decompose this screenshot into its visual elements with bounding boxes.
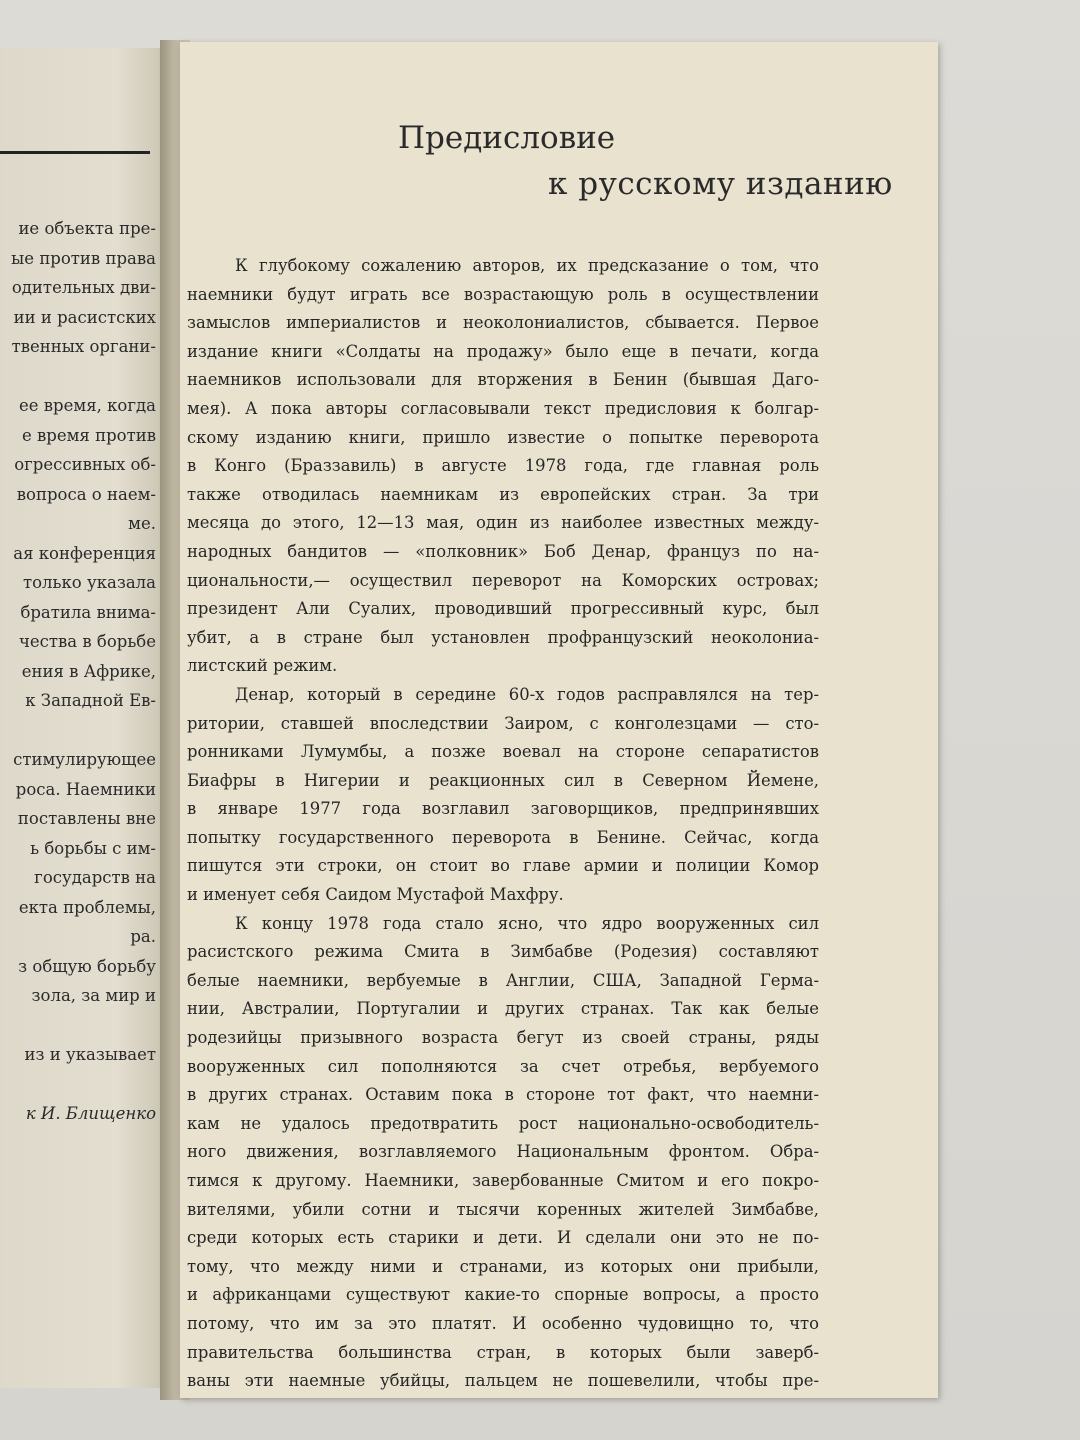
left-line: вопроса о наем- bbox=[16, 484, 156, 504]
left-spacer bbox=[0, 1070, 156, 1100]
body-line: вооруженных сил пополняются за счет отребья, вербуемого bbox=[187, 1056, 819, 1076]
left-line: ь борьбы с им- bbox=[30, 838, 156, 858]
body-line: ного движения, возглавляемого Национальным фронтом. Обра- bbox=[187, 1142, 819, 1162]
left-line: одительных дви- bbox=[11, 278, 156, 297]
body-line: родезийцы призывного возраста бегут из своей страны, ряды bbox=[187, 1028, 819, 1048]
body-text bbox=[187, 252, 819, 1396]
body-line: циональности,— осуществил переворот на Коморских островах; bbox=[187, 570, 819, 590]
body-line: мея). А пока авторы согласовывали текст предисловия к болгар- bbox=[187, 398, 819, 418]
body-line: замыслов империалистов и неоколониалистов, сбывается. Первое bbox=[187, 313, 819, 333]
left-line: екта проблемы, bbox=[18, 897, 156, 917]
left-line: ее время, когда bbox=[18, 396, 156, 415]
body-line: также отводилась наемникам из европейских стран. За три bbox=[187, 484, 819, 504]
left-line: из и указывает bbox=[24, 1045, 156, 1064]
body-line: наемники будут играть все возрастающую роль в осуществлении bbox=[187, 284, 819, 304]
left-line: твенных органи- bbox=[11, 337, 156, 356]
body-line: белые наемники, вербуемые в Англии, США, Западной Герма- bbox=[187, 970, 819, 990]
left-page bbox=[0, 48, 172, 1388]
body-line: К глубокому сожалению авторов, их предсказание о том, что bbox=[235, 256, 819, 275]
left-line: ая конференция bbox=[13, 543, 156, 563]
body-line: вителями, убили сотни и тысячи коренных жителей Зимбабве, bbox=[187, 1199, 819, 1219]
left-spacer bbox=[0, 1011, 156, 1041]
left-line: роса. Наемники bbox=[15, 779, 156, 799]
body-line: ритории, ставшей впоследствии Заиром, с конголезцами — сто- bbox=[187, 713, 819, 733]
body-line: листский режим. bbox=[187, 656, 338, 676]
left-line: ме. bbox=[128, 514, 156, 533]
body-line: ваны эти наемные убийцы, пальцем не пошевелили, чтобы пре- bbox=[187, 1371, 819, 1391]
body-line: Биафры в Нигерии и реакционных сил в Северном Йемене, bbox=[187, 770, 819, 790]
left-line: к Западной Ев- bbox=[25, 691, 156, 710]
body-line: К концу 1978 года стало ясно, что ядро вооруженных сил bbox=[235, 913, 819, 933]
heading-line-1: Предисловие bbox=[398, 120, 616, 156]
left-line: ения в Африке, bbox=[21, 661, 156, 681]
left-spacer bbox=[0, 716, 156, 746]
chapter-heading bbox=[398, 118, 938, 204]
left-line: е время против bbox=[21, 425, 156, 445]
body-line: президент Али Суалих, проводивший прогрессивный курс, был bbox=[187, 599, 819, 619]
left-line: ии и расистских bbox=[13, 307, 156, 327]
body-line: в январе 1977 года возглавил заговорщиков, предпринявших bbox=[187, 799, 819, 819]
left-line: поставлены вне bbox=[17, 809, 156, 828]
body-line: расистского режима Смита в Зимбабве (Родезия) составляют bbox=[187, 942, 819, 962]
body-line: пишутся эти строки, он стоит во главе армии и полиции Комор bbox=[187, 856, 819, 876]
left-signature: к И. Блищенко bbox=[25, 1104, 156, 1123]
body-line: издание книги «Солдаты на продажу» было еще в печати, когда bbox=[187, 341, 819, 361]
body-line: потому, что им за это платят. И особенно чудовищно то, что bbox=[187, 1313, 819, 1333]
left-line: только указала bbox=[22, 573, 156, 592]
body-line: и африканцами существуют какие-то спорные вопросы, а просто bbox=[187, 1285, 819, 1305]
body-line: тимся к другому. Наемники, завербованные Смитом и его покро- bbox=[187, 1171, 819, 1190]
body-line: кам не удалось предотвратить рост национально-освободитель- bbox=[187, 1113, 819, 1133]
left-line: стимулирующее bbox=[13, 750, 156, 769]
body-line: ронниками Лумумбы, а позже воевал на стороне сепаратистов bbox=[187, 742, 819, 762]
body-line: попытку государственного переворота в Бенине. Сейчас, когда bbox=[187, 827, 819, 847]
body-line: народных бандитов — «полковник» Боб Денар, француз по на- bbox=[187, 541, 819, 561]
body-line: среди которых есть старики и дети. И сделали они это не по- bbox=[187, 1228, 819, 1248]
heading-line-2: к русскому изданию bbox=[548, 166, 893, 202]
left-line: ие объекта пре- bbox=[18, 219, 156, 238]
body-line: месяца до этого, 12—13 мая, один из наиболее известных между- bbox=[187, 513, 819, 533]
body-line: в других странах. Оставим пока в стороне тот факт, что наемни- bbox=[187, 1085, 819, 1105]
right-page bbox=[180, 42, 938, 1398]
left-page-text bbox=[0, 214, 156, 1129]
body-line: наемников использовали для вторжения в Бенин (бывшая Даго- bbox=[187, 370, 819, 390]
body-line: нии, Австралии, Португалии и других странах. Так как белые bbox=[187, 999, 819, 1019]
left-line: чества в борьбе bbox=[18, 632, 156, 651]
left-line: зола, за мир и bbox=[31, 986, 156, 1005]
body-line: и именует себя Саидом Мустафой Махфру. bbox=[187, 885, 564, 905]
body-line: скому изданию книги, пришло известие о попытке переворота bbox=[187, 427, 819, 447]
body-line: тому, что между ними и странами, из которых они прибыли, bbox=[187, 1256, 819, 1276]
left-line: государств на bbox=[34, 868, 156, 887]
left-spacer bbox=[0, 362, 156, 392]
left-line: ые против права bbox=[11, 248, 156, 268]
left-page-rule bbox=[0, 151, 150, 154]
body-line: убит, а в стране был установлен профранцузский неоколониа- bbox=[187, 627, 819, 647]
body-line: в Конго (Браззавиль) в августе 1978 года, где главная роль bbox=[187, 456, 819, 476]
left-line: ра. bbox=[130, 927, 156, 946]
left-line: огрессивных об- bbox=[14, 455, 156, 474]
left-line: з общую борьбу bbox=[18, 956, 156, 976]
left-line: братила внима- bbox=[20, 602, 156, 622]
body-line: правительства большинства стран, в которых были заверб- bbox=[187, 1342, 819, 1362]
body-line: Денар, который в середине 60-х годов расправлялся на тер- bbox=[235, 684, 819, 704]
